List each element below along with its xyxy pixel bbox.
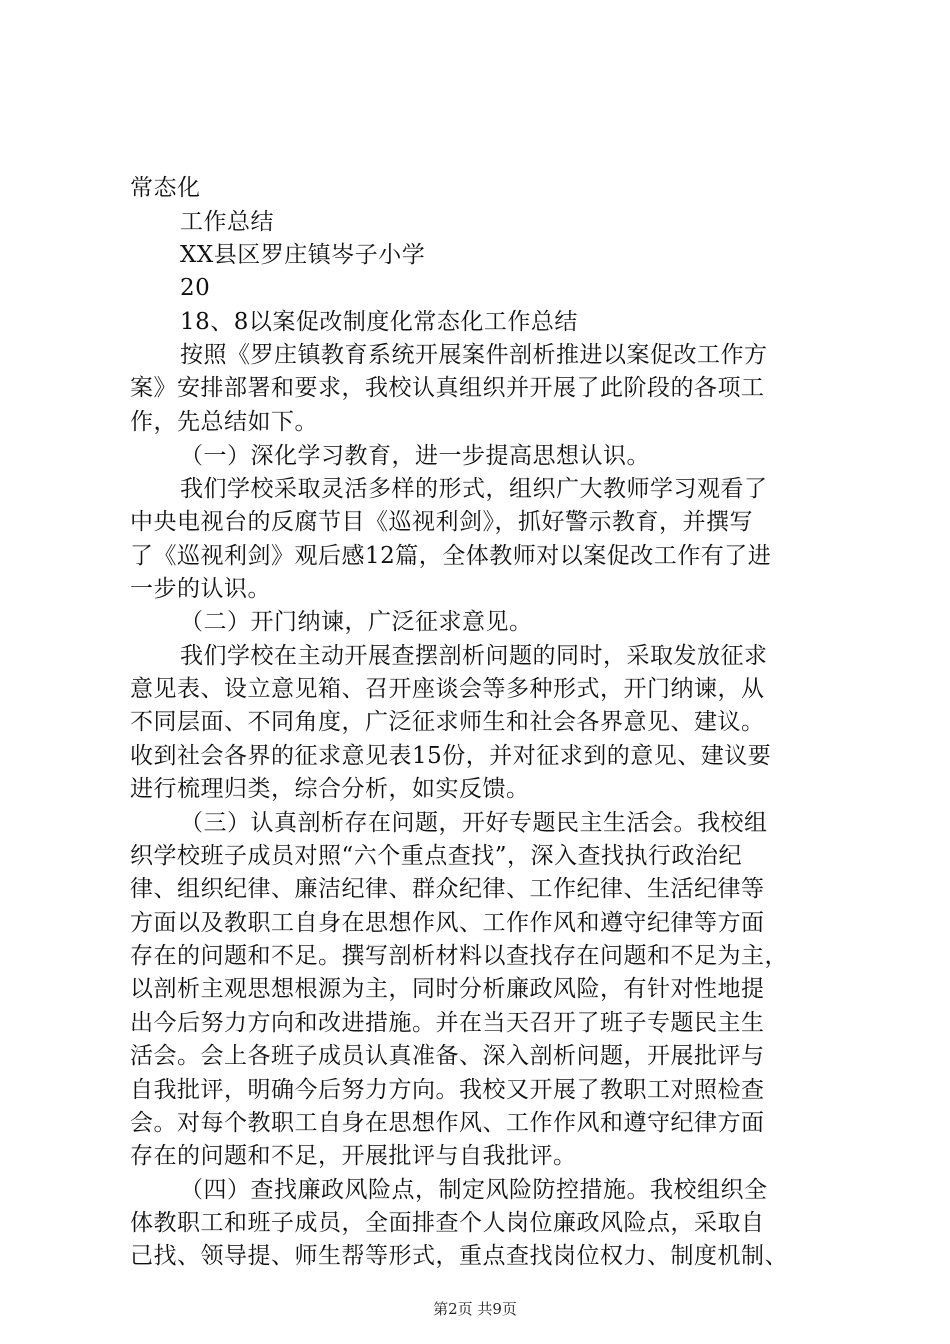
text-line: 了《巡视利剑》观后感12篇，全体教师对以案促改工作有了进 bbox=[130, 543, 772, 569]
text-line: 我们学校采取灵活多样的形式，组织广大教师学习观看了 bbox=[180, 476, 768, 502]
text-line: 中央电视台的反腐节目《巡视利剑》，抓好警示教育，并撰写 bbox=[130, 509, 753, 535]
text-line: 作，先总结如下。 bbox=[130, 409, 318, 435]
text-line: 意见表、设立意见箱、召开座谈会等多种形式，开门纳谏，从 bbox=[130, 676, 765, 702]
text-line: 存在的问题和不足，开展批评与自我批评。 bbox=[130, 1143, 577, 1169]
text-line: 按照《罗庄镇教育系统开展案件剖析推进以案促改工作方 bbox=[180, 342, 768, 368]
text-line: 会。对每个教职工自身在思想作风、工作作风和遵守纪律方面 bbox=[130, 1110, 765, 1136]
text-line: 自我批评，明确今后努力方向。我校又开展了教职工对照检查 bbox=[130, 1077, 765, 1103]
section-heading: （一）深化学习教育，进一步提高思想认识。 bbox=[180, 443, 650, 469]
text-line: 收到社会各界的征求意见表15份，并对征求到的意见、建议要 bbox=[130, 743, 772, 769]
text-line: 存在的问题和不足。撰写剖析材料以查找存在问题和不足为主， bbox=[130, 943, 788, 969]
page-footer: 第2页 共9页 bbox=[433, 1300, 517, 1318]
text-line: 体教职工和班子成员，全面排查个人岗位廉政风险点，采取自 bbox=[130, 1210, 765, 1236]
text-line: 我们学校在主动开展查摆剖析问题的同时，采取发放征求 bbox=[180, 643, 768, 669]
text-line: 一步的认识。 bbox=[130, 576, 271, 602]
text-line: XX县区罗庄镇岑子小学 bbox=[180, 242, 426, 268]
text-line: 20 bbox=[180, 275, 211, 301]
text-line: 工作总结 bbox=[180, 209, 274, 235]
text-line: 织学校班子成员对照“六个重点查找”，深入查找执行政治纪 bbox=[130, 843, 743, 869]
text-line: 不同层面、不同角度，广泛征求师生和社会各界意见、建议。 bbox=[130, 709, 765, 735]
text-line: 以剖析主观思想根源为主，同时分析廉政风险，有针对性地提 bbox=[130, 976, 765, 1002]
text-line: 18、8以案促改制度化常态化工作总结 bbox=[180, 309, 578, 335]
text-line: 常态化 bbox=[130, 175, 201, 201]
section-heading: （三）认真剖析存在问题，开好专题民主生活会。我校组 bbox=[180, 810, 768, 836]
section-heading: （四）查找廉政风险点，制定风险防控措施。我校组织全 bbox=[180, 1177, 768, 1203]
text-line: 活会。会上各班子成员认真准备、深入剖析问题，开展批评与 bbox=[130, 1043, 765, 1069]
text-line: 己找、领导提、师生帮等形式，重点查找岗位权力、制度机制、 bbox=[130, 1243, 788, 1269]
text-line: 律、组织纪律、廉洁纪律、群众纪律、工作纪律、生活纪律等 bbox=[130, 876, 765, 902]
section-heading: （二）开门纳谏，广泛征求意见。 bbox=[180, 609, 533, 635]
text-line: 方面以及教职工自身在思想作风、工作作风和遵守纪律等方面 bbox=[130, 910, 765, 936]
text-line: 案》安排部署和要求，我校认真组织并开展了此阶段的各项工 bbox=[130, 375, 765, 401]
text-line: 进行梳理归类，综合分析，如实反馈。 bbox=[130, 776, 530, 802]
text-line: 出今后努力方向和改进措施。并在当天召开了班子专题民主生 bbox=[130, 1010, 765, 1036]
